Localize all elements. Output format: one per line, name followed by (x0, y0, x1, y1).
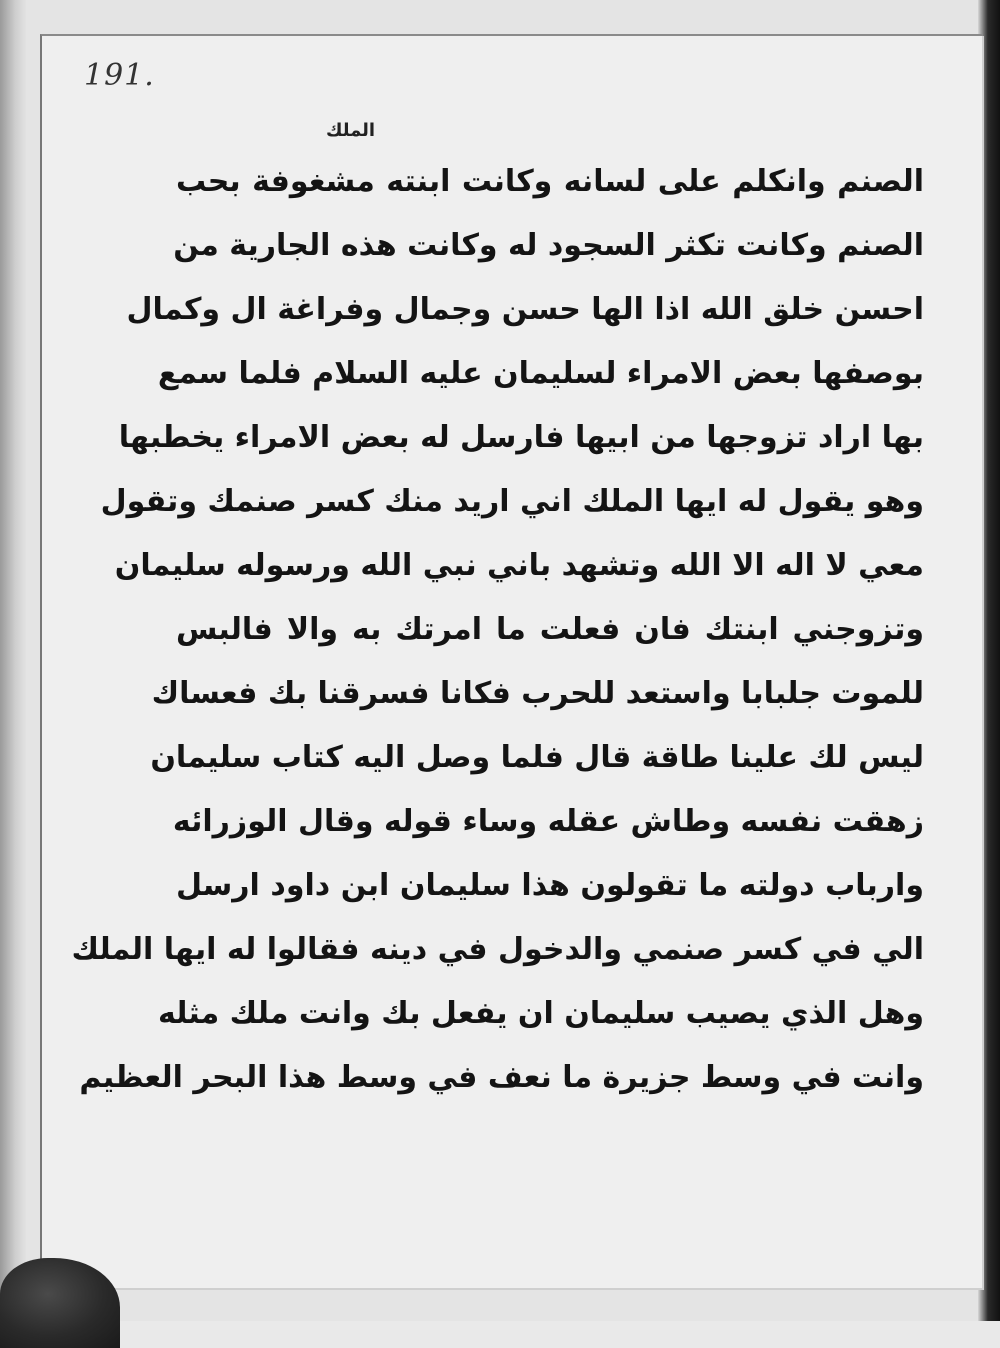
folio-number: 191. (84, 58, 155, 93)
text-line: للموت جلبابا واستعد للحرب فكانا فسرقنا بك فعساك (151, 676, 924, 711)
binding-edge (0, 0, 26, 1321)
text-line: وهو يقول له ايها الملك اني اريد منك كسر صنمك وتقول (100, 484, 924, 519)
text-line: الي في كسر صنمي والدخول في دينه فقالوا له ايها الملك (71, 932, 924, 967)
manuscript-text-block (71, 150, 924, 1110)
text-line: بوصفها بعض الامراء لسليمان عليه السلام فلما سمع (157, 356, 924, 391)
text-line: وتزوجني ابنتك فان فعلت ما امرتك به والا فالبس (176, 612, 924, 647)
text-line: وانت في وسط جزيرة ما نعف في وسط هذا البحر العظيم (79, 1060, 924, 1095)
text-line: ليس لك علينا طاقة قال فلما وصل اليه كتاب سليمان (150, 740, 924, 775)
text-line: الصنم وانكلم على لسانه وكانت ابنته مشغوفة بحب (176, 164, 924, 199)
text-line: زهقت نفسه وطاش عقله وساء قوله وقال الوزرائه (172, 804, 924, 839)
text-line: الصنم وكانت تكثر السجود له وكانت هذه الجارية من (173, 228, 924, 263)
text-line: بها اراد تزوجها من ابيها فارسل له بعض الامراء يخطبها (118, 420, 924, 455)
text-line: احسن خلق الله اذا الها حسن وجمال وفراغة ال وكمال (126, 292, 924, 327)
text-line: وارباب دولته ما تقولون هذا سليمان ابن داود ارسل (176, 868, 924, 903)
text-line: وهل الذي يصيب سليمان ان يفعل بك وانت ملك مثله (157, 996, 924, 1031)
text-line: معي لا اله الا الله وتشهد باني نبي الله ورسوله سليمان (114, 548, 924, 583)
interlinear-correction: الملك (326, 120, 376, 141)
